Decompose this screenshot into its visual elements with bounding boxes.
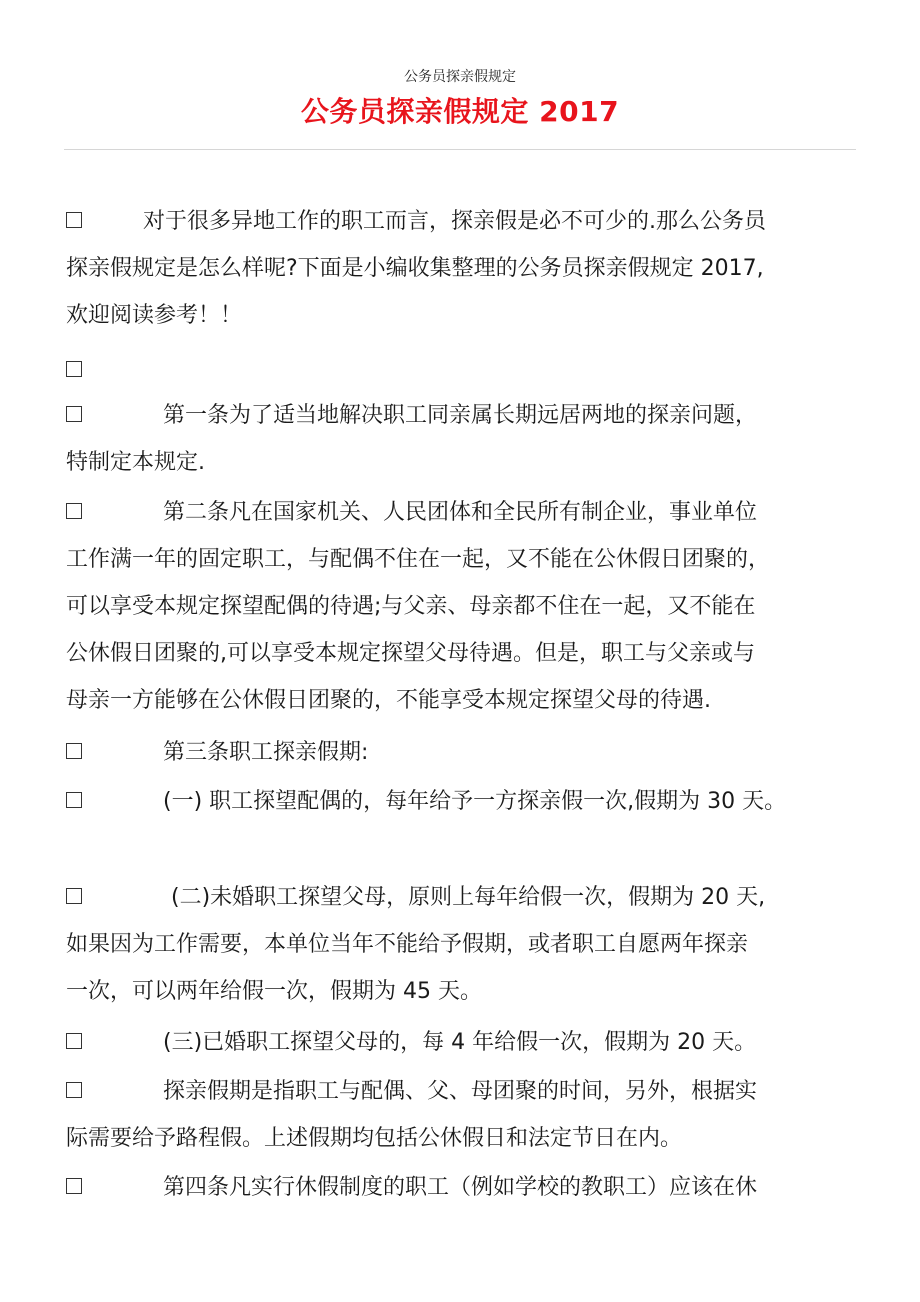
title-divider [64, 149, 856, 150]
paragraph-article-1 [66, 392, 866, 486]
paragraph-item-1 [66, 778, 866, 825]
paragraph-line: (二)未婚职工探望父母，原则上每年给假一次，假期为 20 天, [66, 874, 866, 921]
paragraph-article-3 [66, 729, 866, 776]
checkbox-icon [66, 503, 82, 519]
paragraph-item-2 [66, 874, 866, 1015]
checkbox-icon [66, 212, 82, 228]
header-small-title: 公务员探亲假规定 [404, 69, 516, 85]
paragraph-article-4 [66, 1164, 866, 1211]
paragraph-line: (三)已婚职工探望父母的，每 4 年给假一次，假期为 20 天。 [66, 1019, 866, 1066]
checkbox-icon [66, 743, 82, 759]
paragraph-line: 对于很多异地工作的职工而言，探亲假是必不可少的.那么公务员 [66, 198, 866, 245]
paragraph-line: 可以享受本规定探望配偶的待遇;与父亲、母亲都不住在一起，又不能在 [66, 594, 756, 619]
paragraph-item-3 [66, 1019, 866, 1066]
paragraph-line: 公休假日团聚的,可以享受本规定探望父母待遇。但是，职工与父亲或与 [66, 641, 755, 666]
paragraph-line: 探亲假期是指职工与配偶、父、母团聚的时间，另外，根据实 [66, 1068, 866, 1115]
paragraph-travel-time [66, 1068, 866, 1162]
paragraph-empty [66, 347, 866, 394]
paragraph-line: 第一条为了适当地解决职工同亲属长期远居两地的探亲问题， [66, 392, 866, 439]
paragraph-intro [66, 198, 866, 339]
checkbox-icon [66, 888, 82, 904]
page-title: 公务员探亲假规定 2017 [300, 95, 620, 128]
paragraph-article-2 [66, 489, 866, 724]
checkbox-icon [66, 361, 82, 377]
paragraph-line: 一次，可以两年给假一次，假期为 45 天。 [66, 979, 482, 1004]
paragraph-line: 第四条凡实行休假制度的职工（例如学校的教职工）应该在休 [66, 1164, 866, 1211]
paragraph-line: 际需要给予路程假。上述假期均包括公休假日和法定节日在内。 [66, 1126, 683, 1151]
paragraph-line: 母亲一方能够在公休假日团聚的，不能享受本规定探望父母的待遇. [66, 688, 711, 713]
checkbox-icon [66, 1178, 82, 1194]
paragraph-line: 欢迎阅读参考！！ [66, 303, 243, 328]
paragraph-line: (一) 职工探望配偶的，每年给予一方探亲假一次,假期为 30 天。 [66, 778, 866, 825]
checkbox-icon [66, 1082, 82, 1098]
checkbox-icon [66, 1033, 82, 1049]
paragraph-line: 如果因为工作需要，本单位当年不能给予假期，或者职工自愿两年探亲 [66, 932, 749, 957]
checkbox-icon [66, 406, 82, 422]
checkbox-icon [66, 792, 82, 808]
paragraph-line: 特制定本规定. [66, 450, 205, 475]
paragraph-line [66, 347, 866, 394]
paragraph-line: 第二条凡在国家机关、人民团体和全民所有制企业，事业单位 [66, 489, 866, 536]
paragraph-line: 工作满一年的固定职工，与配偶不住在一起，又不能在公休假日团聚的， [66, 547, 771, 572]
paragraph-line: 探亲假规定是怎么样呢?下面是小编收集整理的公务员探亲假规定 2017, [66, 256, 764, 281]
paragraph-line: 第三条职工探亲假期: [66, 729, 866, 776]
